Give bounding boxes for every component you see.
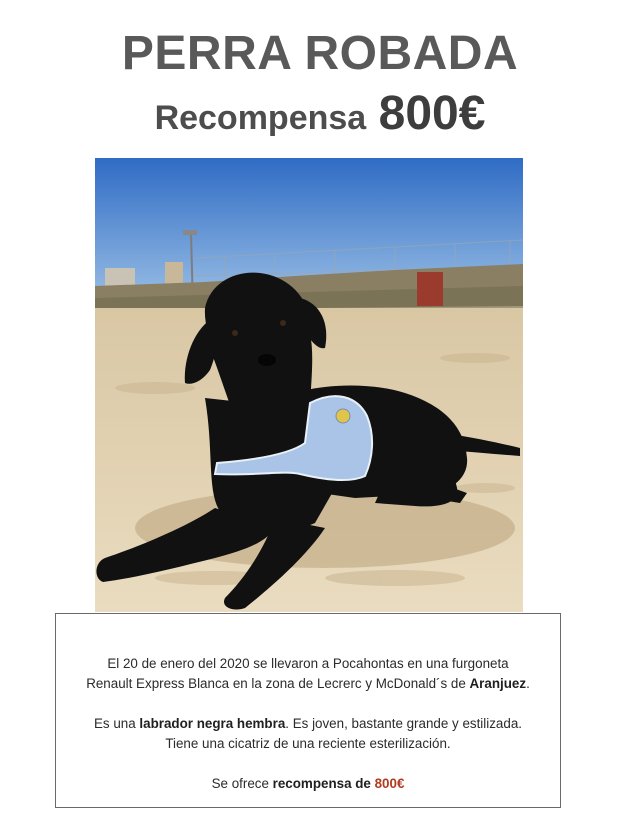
reward-offer-prefix: Se ofrece [211,776,273,791]
theft-line-2-text: Renault Express Blanca en la zona de Lecrerc y McDonald´s de [86,675,470,691]
reward-label: Recompensa [154,99,367,137]
reward-amount: 800€ [378,87,486,140]
theft-line-2-end: . [526,675,530,691]
town-name: Aranjuez [469,675,527,691]
reward-offer-amount: 800€ [374,776,405,791]
poster-title: PERRA ROBADA [121,27,519,80]
description-line-2: Tiene una cicatriz de una reciente esterilización. [165,735,451,751]
red-gate [417,272,443,306]
reward-offer-label: recompensa de [272,776,375,791]
theft-line-1: El 20 de enero del 2020 se llevaron a Pocahontas en una furgoneta [107,656,509,671]
description-prefix: Es una [94,716,140,731]
description-rest: . Es joven, bastante grande y estilizada. [285,716,522,731]
paragraph-theft [56,654,560,693]
description-line-1 [56,714,560,734]
black-labrador-illustration [95,158,523,612]
reward-heading [0,86,640,141]
info-box [55,613,561,808]
breed: labrador negra hembra [139,716,286,731]
theft-line-2 [56,674,560,694]
dog-photo [95,158,523,612]
paragraph-reward [56,774,560,794]
reward-offer [56,774,560,794]
paragraph-description [56,714,560,753]
